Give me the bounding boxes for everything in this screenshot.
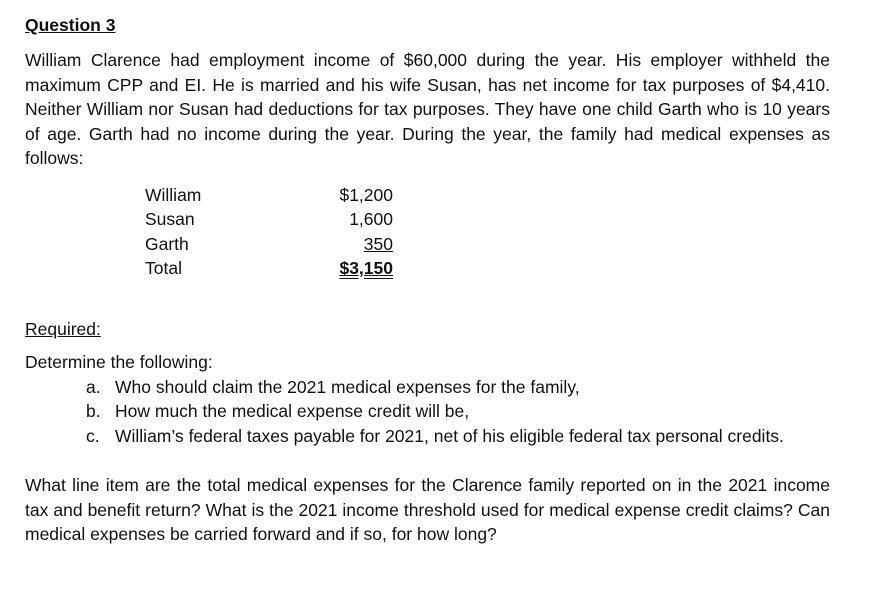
expense-total-amount: $3,150 — [339, 258, 393, 278]
expense-name: William — [145, 184, 202, 205]
expense-total-label: Total — [145, 258, 182, 278]
expense-row-garth — [25, 232, 405, 257]
question-intro: William Clarence had employment income of $60,000 during the year. His employer withheld the maximum CPP and EI. He is married and his wife Susan, has net income for tax purposes of $4,410. Neither William nor Susan had deductions for tax purposes. They have one child Garth who is 10 years of age. Garth had no income during the year. During the year, the family had medical expenses as follows: — [25, 50, 830, 168]
question-title: Question 3 — [25, 15, 116, 35]
required-item-a — [25, 375, 815, 400]
required-heading: Required: — [25, 318, 101, 339]
required-item-text: How much the medical expense credit will be, — [115, 401, 470, 421]
expense-amount: 1,600 — [349, 209, 393, 229]
question-document — [25, 12, 830, 547]
medical-expenses-table — [25, 183, 830, 283]
expense-row-total — [25, 256, 405, 281]
list-marker: c. — [86, 425, 100, 446]
expense-row-susan — [25, 207, 405, 232]
required-item-text: William’s federal taxes payable for 2021, net of his eligible federal tax personal credits. — [115, 425, 784, 446]
list-marker: a. — [86, 376, 101, 397]
required-item-b — [25, 399, 815, 424]
expense-name: Susan — [145, 209, 195, 229]
required-lead: Determine the following: — [25, 352, 213, 372]
expense-row-william — [25, 183, 405, 208]
required-list — [25, 375, 830, 449]
required-item-text: Who should claim the 2021 medical expenses for the family, — [115, 376, 580, 397]
list-marker: b. — [86, 401, 101, 421]
expense-amount: 350 — [363, 233, 393, 254]
required-item-c — [25, 424, 815, 449]
closing-questions: What line item are the total medical expenses for the Clarence family reported on in the 2021 income tax and benefit return? What is the 2021 income threshold used for medical expense credit claims? Can medical expenses be carried forward and if so, for how long? — [25, 475, 830, 544]
expense-name: Garth — [145, 233, 189, 254]
expense-amount: $1,200 — [339, 184, 393, 205]
